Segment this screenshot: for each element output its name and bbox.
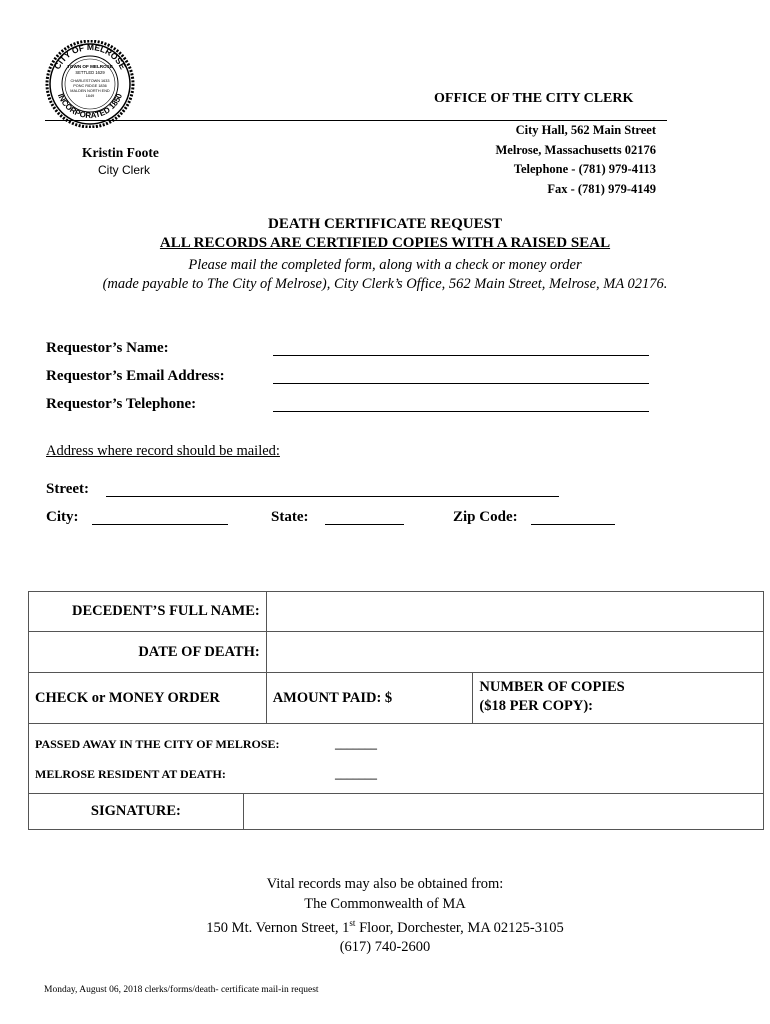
instructions-line-2: (made payable to The City of Melrose), City Clerk’s Office, 562 Main Street, Melrose, MA 02176. — [102, 276, 668, 292]
street-field[interactable] — [106, 496, 559, 497]
seal-line-4: 1649 — [85, 94, 95, 98]
seal-settled: SETTLED 1629 — [75, 70, 105, 75]
contact-city: Melrose, Massachusetts 02176 — [495, 142, 656, 157]
zip-label: Zip Code: — [453, 509, 518, 525]
passed-away-label: PASSED AWAY IN THE CITY OF MELROSE: — [35, 736, 280, 751]
seal-inner-top: TOWN OF MELROSE — [67, 64, 113, 69]
signature-field[interactable] — [243, 794, 763, 830]
office-title: OFFICE OF THE CITY CLERK — [434, 91, 634, 106]
seal-line-2: PONC RIDGE 1836 — [73, 84, 107, 88]
vital-line-3: 150 Mt. Vernon Street, 1st Floor, Dorchester, MA 02125-3105 — [206, 918, 564, 936]
seal-ring-bottom: INCORPORATED 1850 — [55, 92, 125, 121]
amount-paid-field[interactable] — [266, 673, 473, 724]
amount-paid-label: AMOUNT PAID: $ — [272, 689, 393, 706]
date-of-death-label: DATE OF DEATH: — [29, 632, 267, 673]
requestor-email-label: Requestor’s Email Address: — [46, 368, 225, 384]
form-title: DEATH CERTIFICATE REQUEST — [268, 216, 502, 232]
contact-block — [495, 121, 656, 199]
signature-label: SIGNATURE: — [29, 794, 244, 830]
copies-field[interactable] — [473, 673, 764, 724]
state-field[interactable] — [325, 524, 404, 525]
resident-label: MELROSE RESIDENT AT DEATH: — [35, 766, 226, 781]
clerk-name: Kristin Foote — [82, 145, 159, 160]
city-seal — [40, 40, 140, 128]
vital-line-1: Vital records may also be obtained from: — [266, 876, 504, 892]
passed-away-field[interactable]: _______ — [335, 736, 377, 751]
form-subtitle: ALL RECORDS ARE CERTIFIED COPIES WITH A RAISED SEAL — [159, 235, 611, 251]
vital-records-note — [0, 875, 770, 958]
seal-ring-top: CITY OF MELROSE — [51, 41, 129, 71]
instructions-line-1: Please mail the completed form, along with a check or money order — [188, 257, 582, 273]
contact-telephone: Telephone - (781) 979-4113 — [513, 162, 656, 176]
clerk-title: City Clerk — [98, 163, 151, 177]
zip-field[interactable] — [531, 524, 615, 525]
seal-line-1: CHARLESTOWN 1633 — [70, 79, 110, 83]
city-field[interactable] — [92, 524, 228, 525]
vital-line-4: (617) 740-2600 — [339, 939, 431, 956]
requestor-name-field[interactable] — [273, 355, 649, 356]
footer-text: Monday, August 06, 2018 clerks/forms/death- certificate mail-in request — [44, 985, 319, 995]
decedent-name-field[interactable] — [266, 592, 763, 632]
decedent-name-label: DECEDENT’S FULL NAME: — [29, 592, 267, 632]
state-label: State: — [271, 509, 309, 525]
copies-price: ($18 PER COPY): — [479, 698, 593, 714]
seal-line-3: MALDEN NORTH END — [70, 89, 110, 93]
city-label: City: — [46, 509, 79, 525]
street-label: Street: — [46, 481, 90, 497]
date-of-death-field[interactable] — [266, 632, 763, 673]
vital-line-2: The Commonwealth of MA — [304, 895, 466, 912]
decedent-table — [28, 591, 764, 830]
copies-label: NUMBER OF COPIES — [479, 679, 625, 695]
requestor-phone-label: Requestor’s Telephone: — [46, 396, 197, 412]
requestor-email-field[interactable] — [273, 383, 649, 384]
resident-field[interactable]: _______ — [335, 766, 377, 781]
contact-fax: Fax - (781) 979-4149 — [547, 181, 656, 196]
contact-address: City Hall, 562 Main Street — [515, 123, 656, 137]
melrose-status-cell — [29, 724, 764, 794]
check-money-order-label: CHECK or MONEY ORDER — [29, 673, 267, 724]
requestor-phone-field[interactable] — [273, 411, 649, 412]
requestor-name-label: Requestor’s Name: — [46, 340, 169, 356]
address-heading: Address where record should be mailed: — [46, 443, 280, 459]
